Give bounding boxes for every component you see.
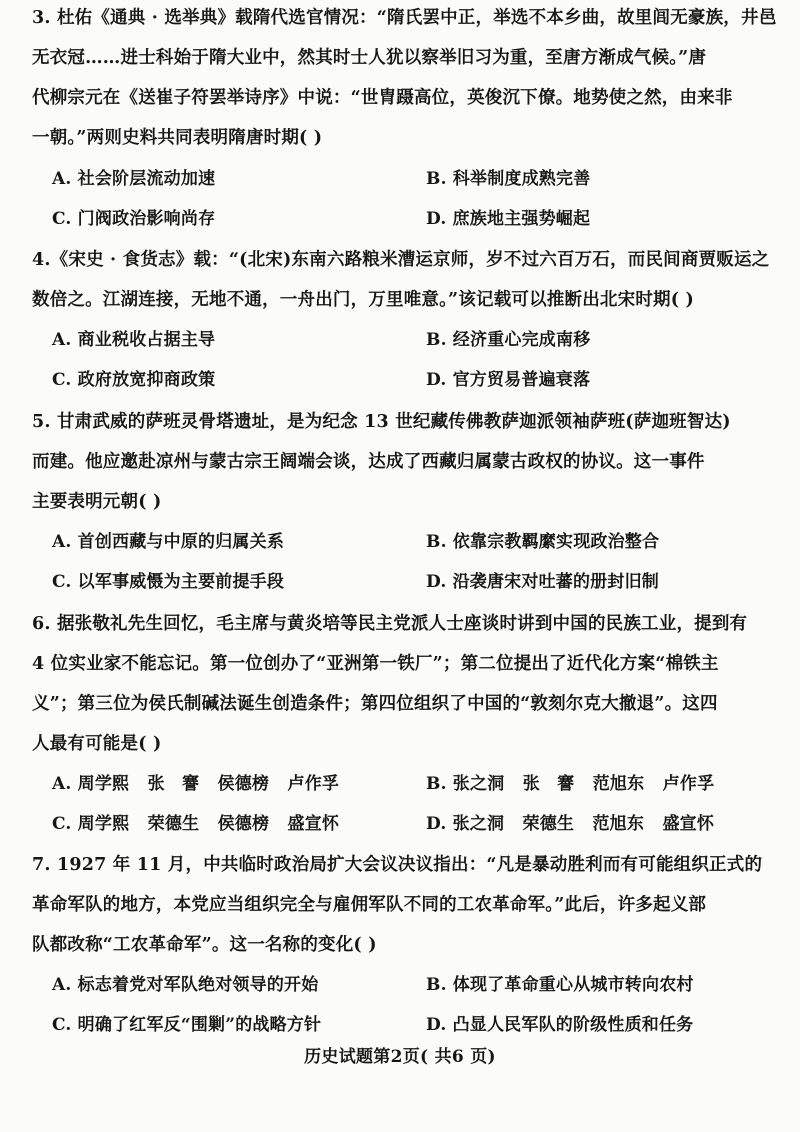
q6-option-b: B. 张之洞 张 謇 范旭东 卢作孚 — [426, 774, 715, 794]
q4-option-d: D. 官方贸易普遍衰落 — [426, 370, 591, 390]
q7-options-row-2 — [52, 1013, 778, 1037]
q7-option-c: C. 明确了红军反“围剿”的战略方针 — [52, 1015, 322, 1035]
q5-option-c: C. 以军事威慑为主要前提手段 — [52, 572, 285, 592]
q5-stem-line-3: 主要表明元朝( ) — [32, 492, 162, 512]
q6-options-row-2 — [52, 812, 778, 836]
q3-options-row-1 — [52, 167, 778, 191]
q5-option-d: D. 沿袭唐宋对吐蕃的册封旧制 — [426, 572, 659, 592]
q6-options-row-1 — [52, 772, 778, 796]
page-footer: 历史试题第2页( 共6 页) — [304, 1047, 496, 1067]
q4-option-c: C. 政府放宽抑商政策 — [52, 370, 216, 390]
q3-stem-line-2: 无衣冠……进士科始于隋大业中，然其时士人犹以察举旧习为重，至唐方渐成气候。”唐 — [32, 48, 707, 68]
q5-option-b: B. 依靠宗教羁縻实现政治整合 — [426, 532, 660, 552]
q7-option-a: A. 标志着党对军队绝对领导的开始 — [52, 975, 319, 995]
q3-stem-line-3: 代柳宗元在《送崔子符罢举诗序》中说：“世胄蹑高位，英俊沉下僚。地势使之然，由来非 — [32, 88, 733, 108]
q4-stem-line-1: 4.《宋史 · 食货志》载：“(北宋)东南六路粮米漕运京师，岁不过六百万石，而民间商贾贩运之 — [32, 250, 770, 270]
q3-stem-line-4: 一朝。”两则史料共同表明隋唐时期( ) — [32, 128, 323, 148]
q7-option-b: B. 体现了革命重心从城市转向农村 — [426, 975, 694, 995]
q7-options-row-1 — [52, 973, 778, 997]
q6-stem-line-1: 6. 据张敬礼先生回忆，毛主席与黄炎培等民主党派人士座谈时讲到中国的民族工业，提到有 — [32, 614, 748, 634]
q5-options-row-1 — [52, 530, 778, 554]
q6-stem-line-3: 义”；第三位为侯氏制碱法诞生创造条件；第四位组织了中国的“敦刻尔克大撤退”。这四 — [32, 694, 718, 714]
q5-options-row-2 — [52, 570, 778, 594]
q3-stem-line-1: 3. 杜佑《通典 · 选举典》载隋代选官情况：“隋氏罢中正，举选不本乡曲，故里闾无豪族，井邑 — [32, 8, 777, 28]
q4-stem-line-2: 数倍之。江湖连接，无地不通，一舟出门，万里唯意。”该记载可以推断出北宋时期( ) — [32, 290, 694, 310]
q7-stem-line-2: 革命军队的地方，本党应当组织完全与雇佣军队不同的工农革命军。”此后，许多起义部 — [32, 895, 707, 915]
q6-option-d: D. 张之洞 荣德生 范旭东 盛宣怀 — [426, 814, 715, 834]
q3-option-c: C. 门阀政治影响尚存 — [52, 209, 216, 229]
q3-option-d: D. 庶族地主强势崛起 — [426, 209, 591, 229]
q6-stem-line-2: 4 位实业家不能忘记。第一位创办了“亚洲第一铁厂”；第二位提出了近代化方案“棉铁主 — [32, 654, 719, 674]
q4-options-row-2 — [52, 368, 778, 392]
q7-stem-line-1: 7. 1927 年 11 月，中共临时政治局扩大会议决议指出：“凡是暴动胜利而有可能组织正式的 — [32, 855, 763, 875]
q3-option-a: A. 社会阶层流动加速 — [52, 169, 216, 189]
q4-options-row-1 — [52, 328, 778, 352]
q7-stem-line-3: 队都改称“工农革命军”。这一名称的变化( ) — [32, 935, 377, 955]
q3-option-b: B. 科举制度成熟完善 — [426, 169, 591, 189]
q4-option-b: B. 经济重心完成南移 — [426, 330, 591, 350]
q5-option-a: A. 首创西藏与中原的归属关系 — [52, 532, 285, 552]
q7-option-d: D. 凸显人民军队的阶级性质和任务 — [426, 1015, 694, 1035]
q4-option-a: A. 商业税收占据主导 — [52, 330, 216, 350]
q6-option-c: C. 周学熙 荣德生 侯德榜 盛宣怀 — [52, 814, 340, 834]
q3-options-row-2 — [52, 207, 778, 231]
q5-stem-line-2: 而建。他应邀赴凉州与蒙古宗王阔端会谈，达成了西藏归属蒙古政权的协议。这一事件 — [32, 452, 705, 472]
q5-stem-line-1: 5. 甘肃武威的萨班灵骨塔遗址，是为纪念 13 世纪藏传佛教萨迦派领袖萨班(萨迦班智达) — [32, 412, 731, 432]
q6-option-a: A. 周学熙 张 謇 侯德榜 卢作孚 — [52, 774, 340, 794]
q6-stem-line-4: 人最有可能是( ) — [32, 734, 162, 754]
